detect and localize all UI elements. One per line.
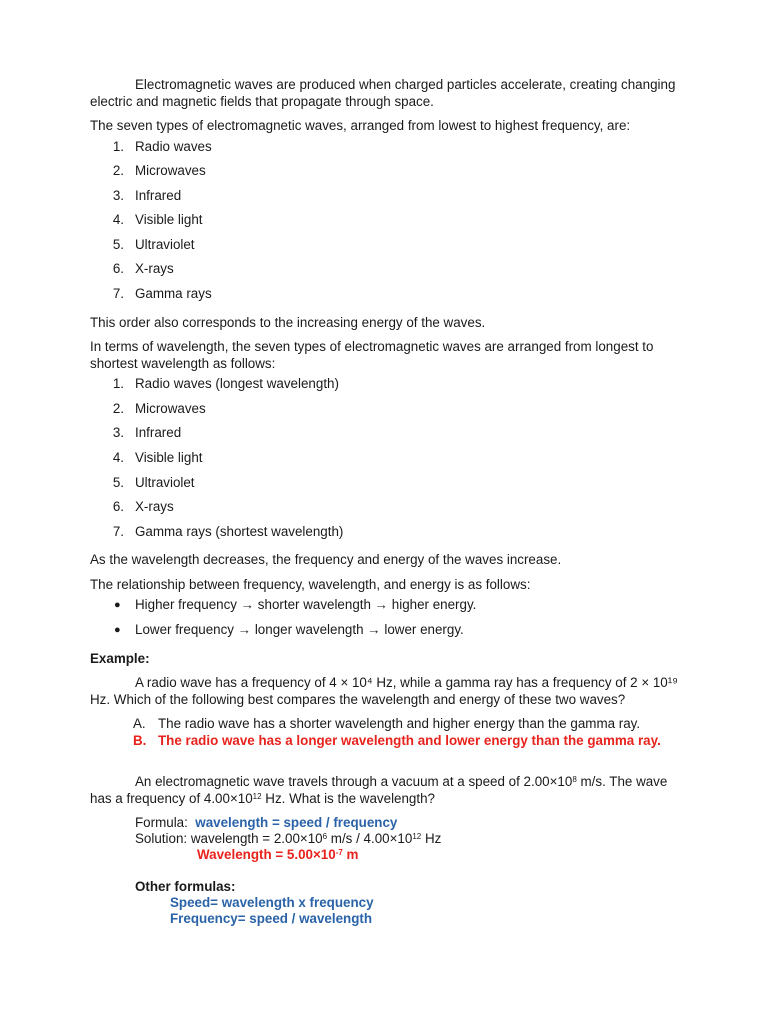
list-item: 2. Microwaves xyxy=(112,163,206,179)
list-item: 6. X-rays xyxy=(112,499,174,515)
list-item: 3. Infrared xyxy=(112,425,182,441)
list-item: 4. Visible light xyxy=(112,449,203,465)
frequency-list xyxy=(90,135,690,307)
wavelength-list xyxy=(90,372,690,544)
list-item: 1. Radio waves (longest wavelength) xyxy=(112,376,339,392)
answer-line: Wavelength = $5.00\times 10^{-7}$ m xyxy=(197,847,359,862)
list-item: ● Lower frequency → longer wavelength → lower energy. xyxy=(114,621,464,637)
intro-paragraph: Electromagnetic waves are produced when charged particles accelerate, creating changing electric and magnetic fields that propagate through space. xyxy=(90,77,676,109)
list-item: 3. Infrared xyxy=(112,187,182,203)
list-item: 2. Microwaves xyxy=(112,400,206,416)
decrease-note: As the wavelength decreases, the frequency and energy of the waves increase. xyxy=(90,552,562,568)
option-a: A. The radio wave has a shorter wavelength and higher energy than the gamma ray. xyxy=(133,716,641,731)
list-item: 5. Ultraviolet xyxy=(112,474,195,490)
list-item: 7. Gamma rays (shortest wavelength) xyxy=(112,523,344,539)
bullet-icon: ● xyxy=(114,623,121,636)
relation-intro: The relationship between frequency, wavelength, and energy is as follows: xyxy=(90,576,531,592)
list-item: 7. Gamma rays xyxy=(112,286,212,302)
frequency-formula: Frequency= speed / wavelength xyxy=(170,911,373,926)
energy-note: This order also corresponds to the increasing energy of the waves. xyxy=(90,314,486,330)
list-item: 4. Visible light xyxy=(112,212,203,228)
speed-formula: Speed= wavelength x frequency xyxy=(170,895,374,910)
frequency-intro: The seven types of electromagnetic waves, arranged from lowest to highest frequency, are: xyxy=(90,118,631,133)
list-item: 1. Radio waves xyxy=(112,138,212,154)
list-item: ● Higher frequency → shorter wavelength → higher energy. xyxy=(114,597,477,613)
wavelength-intro: In terms of wavelength, the seven types of electromagnetic waves are arranged from longest to shortest wavelength as follows: xyxy=(90,339,654,371)
relation-list xyxy=(90,593,690,642)
list-item: 5. Ultraviolet xyxy=(112,236,195,252)
example-question: A radio wave has a frequency of 4 × 10⁴ Hz, while a gamma ray has a frequency of 2 × 10¹⁹ Hz. Which of the following best compares the wavelength and energy of these two waves? xyxy=(90,675,678,707)
example-heading: Example: xyxy=(90,650,150,666)
other-formulas-heading: Other formulas: xyxy=(135,879,236,894)
document-page xyxy=(90,77,690,927)
formula-line: Formula: wavelength = speed / frequency xyxy=(135,815,398,830)
problem-two: An electromagnetic wave travels through a vacuum at a speed of $2.00\times 10^8$ m/s. The wave has a frequency of $4.00\times 10^{12}$ Hz. What is the wavelength? xyxy=(90,774,668,806)
option-b: B. The radio wave has a longer wavelength and lower energy than the gamma ray. xyxy=(133,732,661,748)
bullet-icon: ● xyxy=(114,599,121,612)
solution-line: Solution: wavelength = $2.00\times 10^6$ $m/s / 4.00\times 10^{12}$ Hz xyxy=(135,831,442,846)
list-item: 6. X-rays xyxy=(112,261,174,277)
